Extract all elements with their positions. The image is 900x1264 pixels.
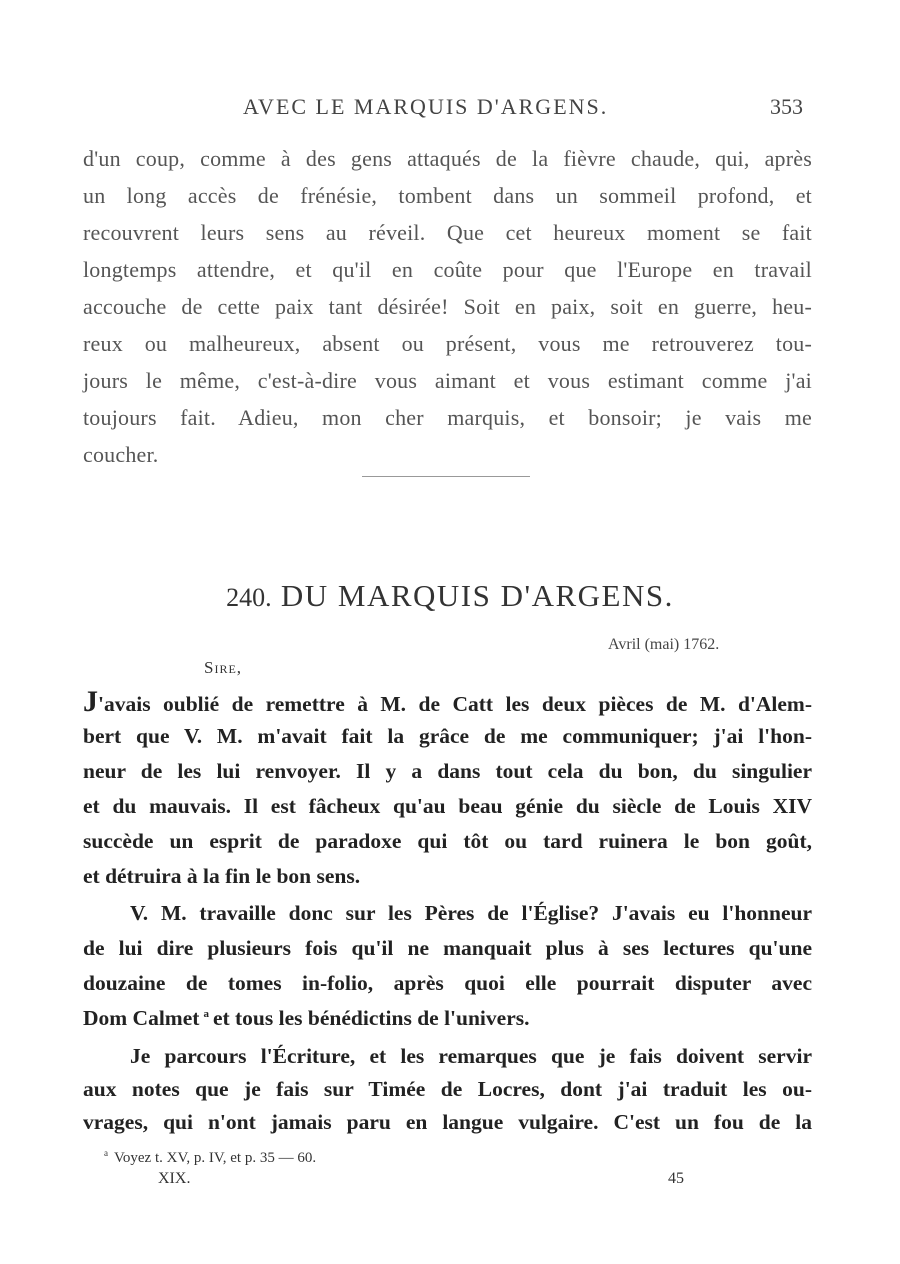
salutation: Sire,: [204, 658, 243, 677]
text-line: jours le même, c'est-à-dire vous aimant et vous estimant comme j'ai: [83, 368, 812, 393]
text-line: vrages, qui n'ont jamais paru en langue vulgaire. C'est un fou de la: [83, 1110, 812, 1134]
text-line: et du mauvais. Il est fâcheux qu'au beau génie du siècle de Louis XIV: [83, 794, 812, 818]
text-line: et tous les bénédictins de l'univers.: [212, 1006, 530, 1030]
text-line: toujours fait. Adieu, mon cher marquis, et bonsoir; je vais me: [83, 405, 812, 430]
letter-heading: [0, 578, 900, 616]
letter-date: Avril (mai) 1762.: [608, 636, 720, 653]
letter-paragraph-1: [83, 684, 812, 894]
text-line: coucher.: [83, 442, 159, 467]
footnote-text: Voyez t. XV, p. IV, et p. 35 — 60.: [114, 1150, 317, 1166]
signature-mark: XIX.: [158, 1170, 191, 1187]
text-line: V. M. travaille donc sur les Pères de l'Église? J'avais eu l'honneur: [130, 901, 812, 925]
text-line: recouvrent leurs sens au réveil. Que cet heureux moment se fait: [83, 220, 812, 245]
text-line: Dom Calmet: [83, 1006, 200, 1030]
text-line: longtemps attendre, et qu'il en coûte pour que l'Europe en travail: [83, 257, 812, 282]
text-line: un long accès de frénésie, tombent dans un sommeil profond, et: [83, 183, 812, 208]
footnote-marker: a: [104, 1148, 108, 1158]
footnote: [104, 1144, 316, 1167]
drop-cap: J: [83, 685, 98, 718]
letter-paragraph-2: [83, 896, 812, 1036]
text-line: accouche de cette paix tant désirée! Soit en paix, soit en guerre, heu-: [83, 294, 812, 319]
text-line: Je parcours l'Écriture, et les remarques que je fais doivent servir: [130, 1044, 812, 1068]
sheet-number: 45: [668, 1170, 684, 1187]
text-line: reux ou malheureux, absent ou présent, vous me retrouverez tou-: [83, 331, 812, 356]
previous-letter-text: [83, 140, 812, 473]
text-line: neur de les lui renvoyer. Il y a dans tout cela du bon, du singulier: [83, 759, 812, 783]
footnote-marker[interactable]: a: [203, 1007, 209, 1020]
section-divider: [362, 476, 530, 477]
text-line: douzaine de tomes in-folio, après quoi elle pourrait disputer avec: [83, 971, 812, 995]
text-line: aux notes que je fais sur Timée de Locres, dont j'ai traduit les ou-: [83, 1077, 812, 1101]
text-line: bert que V. M. m'avait fait la grâce de me communiquer; j'ai l'hon-: [83, 724, 812, 748]
letter-number: 240.: [226, 583, 272, 612]
text-line: de lui dire plusieurs fois qu'il ne manquait plus à ses lectures qu'une: [83, 936, 812, 960]
text-line: d'un coup, comme à des gens attaqués de la fièvre chaude, qui, après: [83, 146, 812, 171]
letter-title: DU MARQUIS D'ARGENS.: [280, 578, 674, 613]
text-line: 'avais oublié de remettre à M. de Catt les deux pièces de M. d'Alem-: [98, 692, 812, 716]
text-line: succède un esprit de paradoxe qui tôt ou tard ruinera le bon goût,: [83, 829, 812, 853]
page-number: 353: [770, 94, 803, 119]
running-title: AVEC LE MARQUIS D'ARGENS.: [243, 94, 609, 119]
text-line: et détruira à la fin le bon sens.: [83, 864, 361, 888]
letter-paragraph-3: [83, 1040, 812, 1139]
